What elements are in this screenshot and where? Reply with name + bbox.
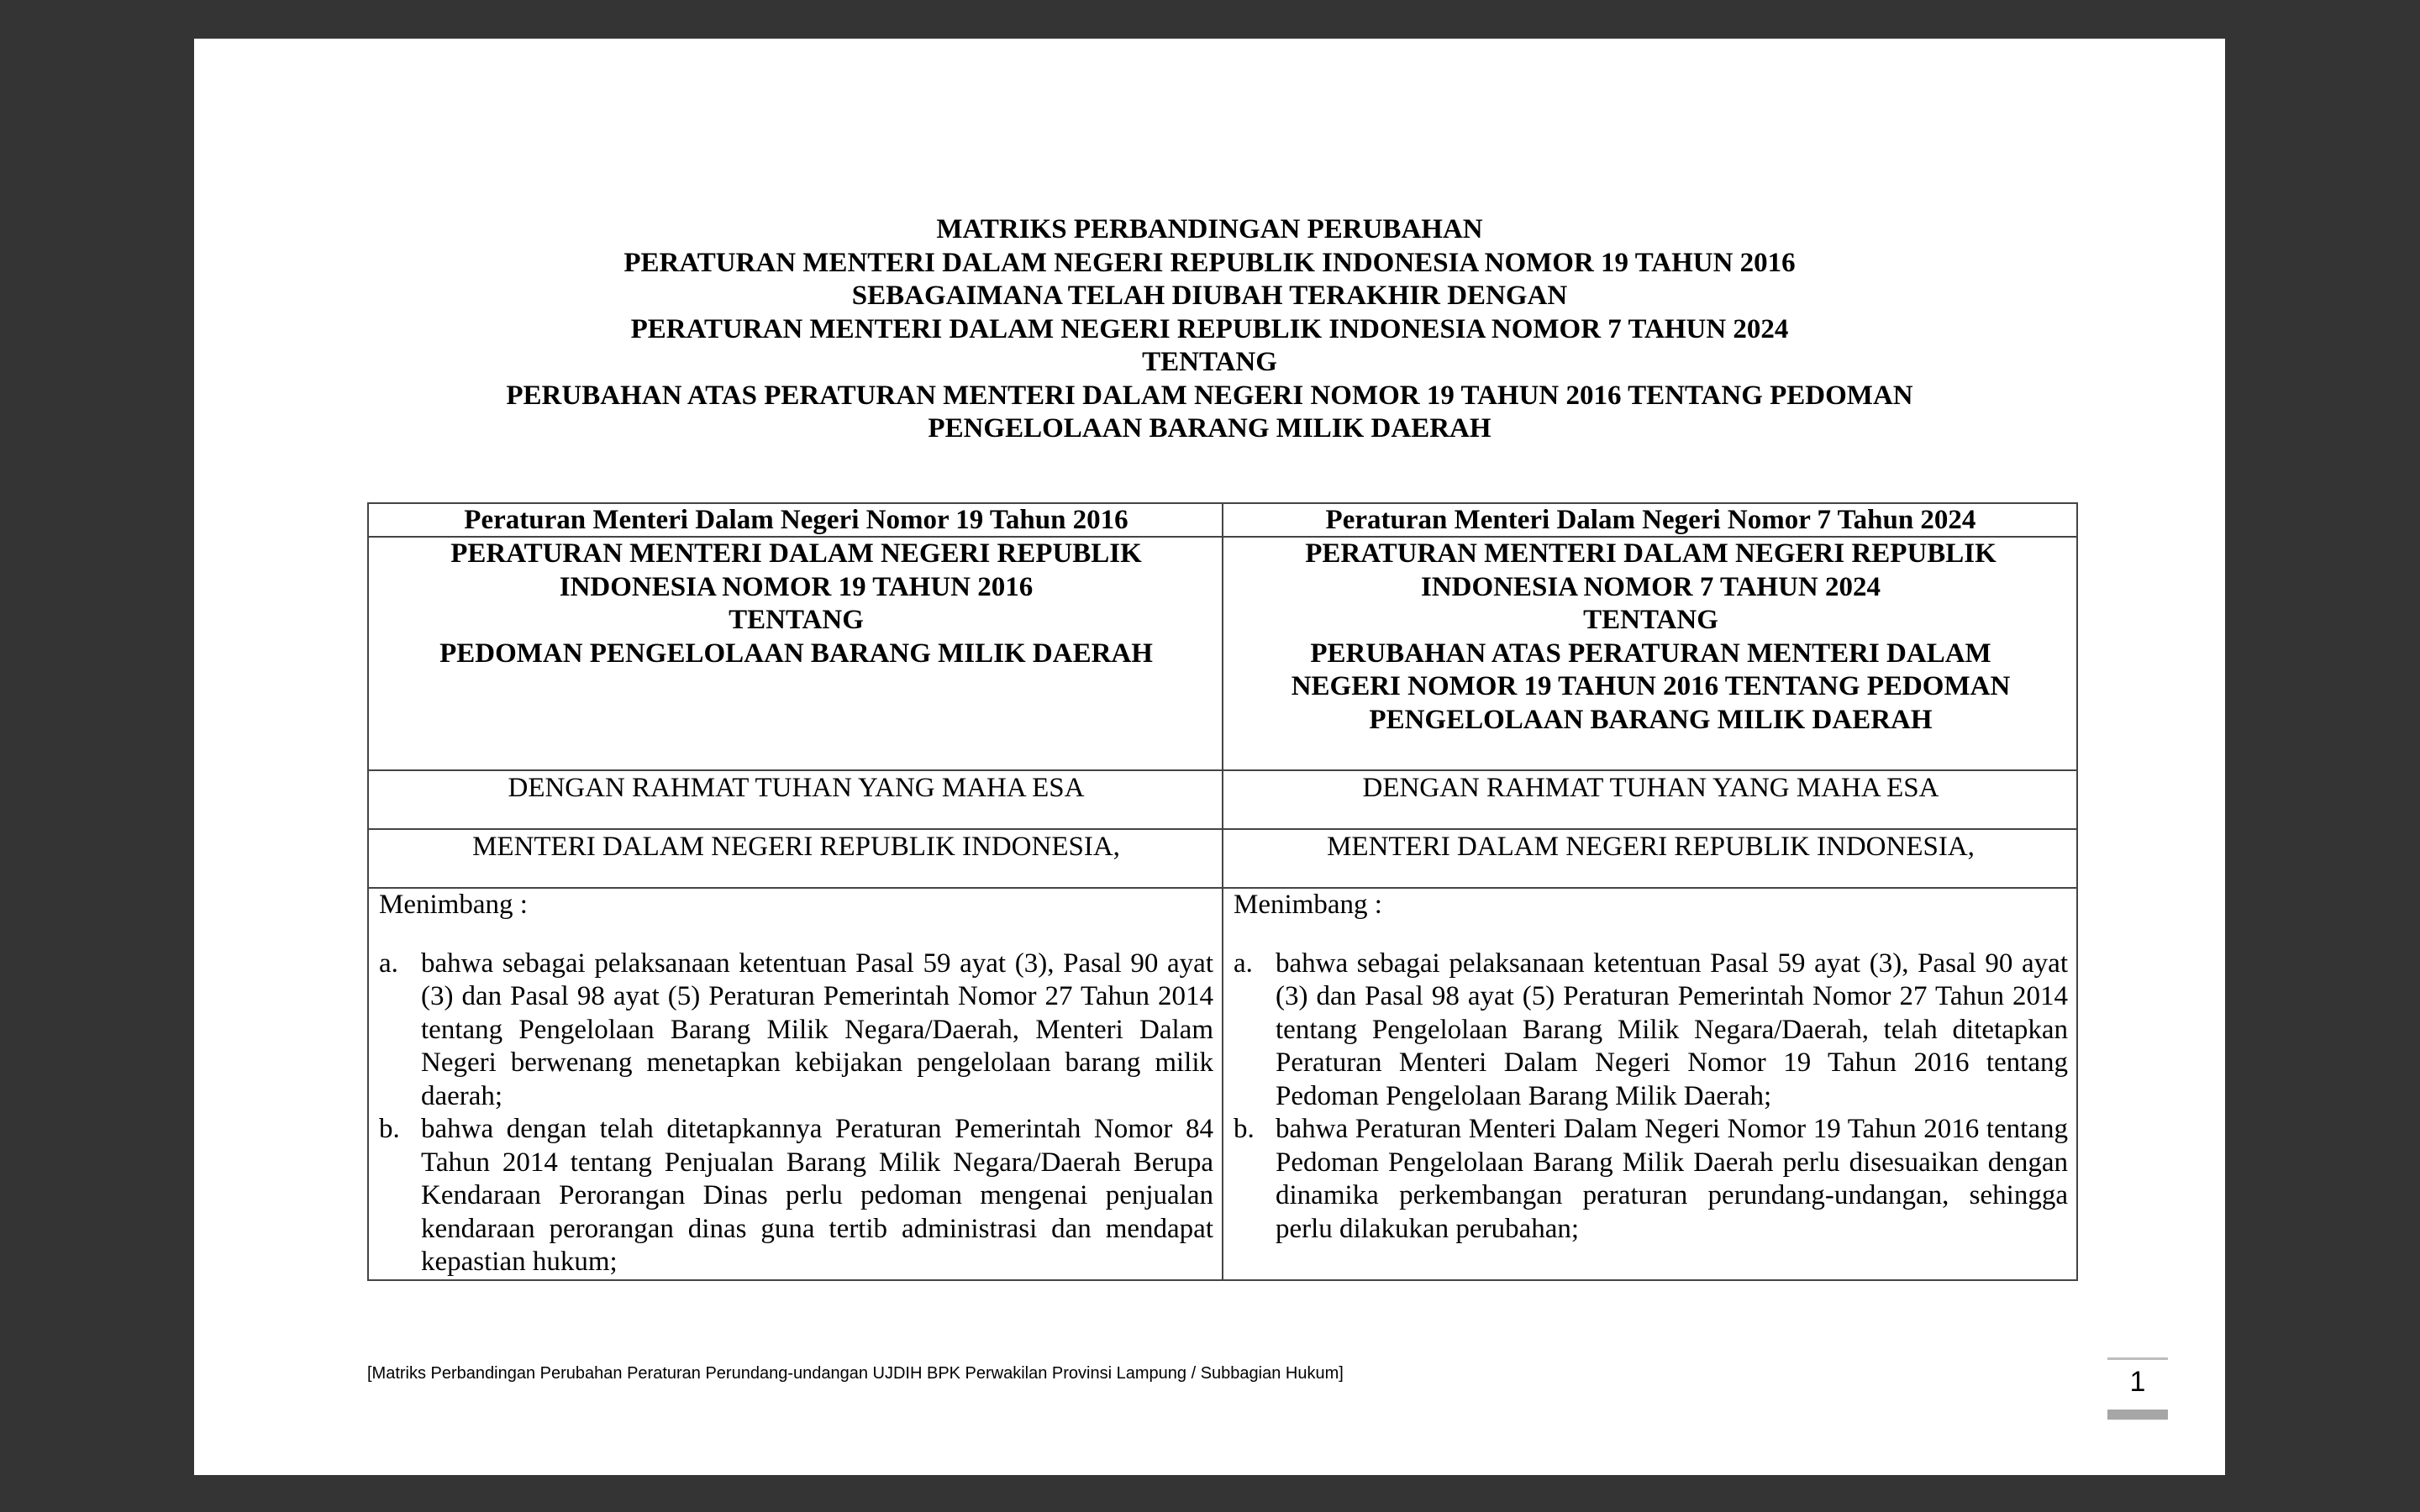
reg-title-line: PERATURAN MENTERI DALAM NEGERI REPUBLIK — [450, 538, 1142, 569]
right-column-header: Peraturan Menteri Dalam Negeri Nomor 7 Tahun 2024 — [1223, 503, 2077, 537]
reg-title-line: NEGERI NOMOR 19 TAHUN 2016 TENTANG PEDOMAN — [1291, 671, 2011, 701]
comparison-table — [367, 502, 2078, 1281]
item-text: bahwa dengan telah ditetapkannya Peraturan Pemerintah Nomor 84 Tahun 2014 tentang Penjualan Barang Milik Negara/Daerah Berupa Kendaraan Perorangan Dinas perlu pedoman mengenai penjualan kendaraan perorangan dinas guna tertib administrasi dan mendapat kepastian hukum; — [421, 1114, 1213, 1277]
title-line: PERATURAN MENTERI DALAM NEGERI REPUBLIK INDONESIA NOMOR 19 TAHUN 2016 — [623, 247, 1796, 278]
title-line: PERUBAHAN ATAS PERATURAN MENTERI DALAM NEGERI NOMOR 19 TAHUN 2016 TENTANG PEDOMAN — [506, 380, 1913, 411]
title-line: PENGELOLAAN BARANG MILIK DAERAH — [928, 413, 1491, 444]
page-number: 1 — [2129, 1366, 2146, 1398]
list-item — [1234, 1113, 2068, 1246]
item-letter: a. — [379, 948, 398, 979]
right-menimbang — [1223, 888, 2077, 1280]
item-letter: a. — [1234, 948, 1253, 979]
document-title — [194, 213, 2225, 446]
regulation-title-row — [368, 537, 2077, 770]
list-item — [1234, 948, 2068, 1114]
reg-title-line: PEDOMAN PENGELOLAAN BARANG MILIK DAERAH — [439, 638, 1153, 669]
title-line: PERATURAN MENTERI DALAM NEGERI REPUBLIK INDONESIA NOMOR 7 TAHUN 2024 — [630, 313, 1789, 344]
page-number-box — [2107, 1357, 2168, 1420]
page-number-rule — [2107, 1357, 2168, 1360]
item-letter: b. — [379, 1114, 400, 1144]
menteri-row — [368, 829, 2077, 888]
title-line: MATRIKS PERBANDINGAN PERUBAHAN — [936, 214, 1483, 244]
item-letter: b. — [1234, 1114, 1255, 1144]
left-menimbang — [368, 888, 1223, 1280]
right-menteri: MENTERI DALAM NEGERI REPUBLIK INDONESIA, — [1223, 829, 2077, 888]
item-text: bahwa sebagai pelaksanaan ketentuan Pasal 59 ayat (3), Pasal 90 ayat (3) dan Pasal 98 ayat (5) Peraturan Pemerintah Nomor 27 Tahun 2014 tentang Pengelolaan Barang Milik Negara/Daerah, telah ditetapkan Peraturan Menteri Dalam Negeri Nomor 19 Tahun 2016 tentang Pedoman Pengelolaan Barang Milik Daerah; — [1276, 948, 2068, 1111]
table-header-row — [368, 503, 2077, 537]
item-text: bahwa Peraturan Menteri Dalam Negeri Nomor 19 Tahun 2016 tentang Pedoman Pengelolaan Barang Milik Daerah perlu disesuaikan dengan dinamika perkembangan peraturan perundang-undangan, sehingga perlu dilakukan perubahan; — [1276, 1114, 2068, 1244]
title-line: SEBAGAIMANA TELAH DIUBAH TERAKHIR DENGAN — [851, 281, 1568, 311]
reg-title-line: INDONESIA NOMOR 19 TAHUN 2016 — [559, 571, 1034, 602]
reg-title-line: PERUBAHAN ATAS PERATURAN MENTERI DALAM — [1310, 638, 1991, 669]
left-regulation-title — [368, 537, 1223, 770]
right-rahmat: DENGAN RAHMAT TUHAN YANG MAHA ESA — [1223, 770, 2077, 829]
page-number-bar — [2107, 1410, 2168, 1420]
reg-title-line: TENTANG — [1583, 605, 1718, 635]
reg-title-line: INDONESIA NOMOR 7 TAHUN 2024 — [1421, 571, 1881, 602]
list-item — [379, 948, 1213, 1114]
menimbang-label: Menimbang : — [379, 890, 528, 920]
title-line: TENTANG — [1142, 347, 1277, 377]
left-rahmat: DENGAN RAHMAT TUHAN YANG MAHA ESA — [368, 770, 1223, 829]
document-page — [194, 39, 2225, 1475]
left-column-header: Peraturan Menteri Dalam Negeri Nomor 19 Tahun 2016 — [368, 503, 1223, 537]
menimbang-row — [368, 888, 2077, 1280]
reg-title-line: TENTANG — [729, 605, 864, 635]
left-menteri: MENTERI DALAM NEGERI REPUBLIK INDONESIA, — [368, 829, 1223, 888]
item-text: bahwa sebagai pelaksanaan ketentuan Pasal 59 ayat (3), Pasal 90 ayat (3) dan Pasal 98 ayat (5) Peraturan Pemerintah Nomor 27 Tahun 2014 tentang Pengelolaan Barang Milik Negara/Daerah, Menteri Dalam Negeri berwenang menetapkan kebijakan pengelolaan barang milik daerah; — [421, 948, 1213, 1111]
menimbang-label: Menimbang : — [1234, 890, 1382, 920]
reg-title-line: PERATURAN MENTERI DALAM NEGERI REPUBLIK — [1305, 538, 1996, 569]
rahmat-row — [368, 770, 2077, 829]
right-regulation-title — [1223, 537, 2077, 770]
list-item — [379, 1113, 1213, 1279]
page-footer: [Matriks Perbandingan Perubahan Peraturan Perundang-undangan UJDIH BPK Perwakilan Provinsi Lampung / Subbagian Hukum] — [367, 1364, 1344, 1383]
reg-title-line: PENGELOLAAN BARANG MILIK DAERAH — [1369, 704, 1933, 735]
